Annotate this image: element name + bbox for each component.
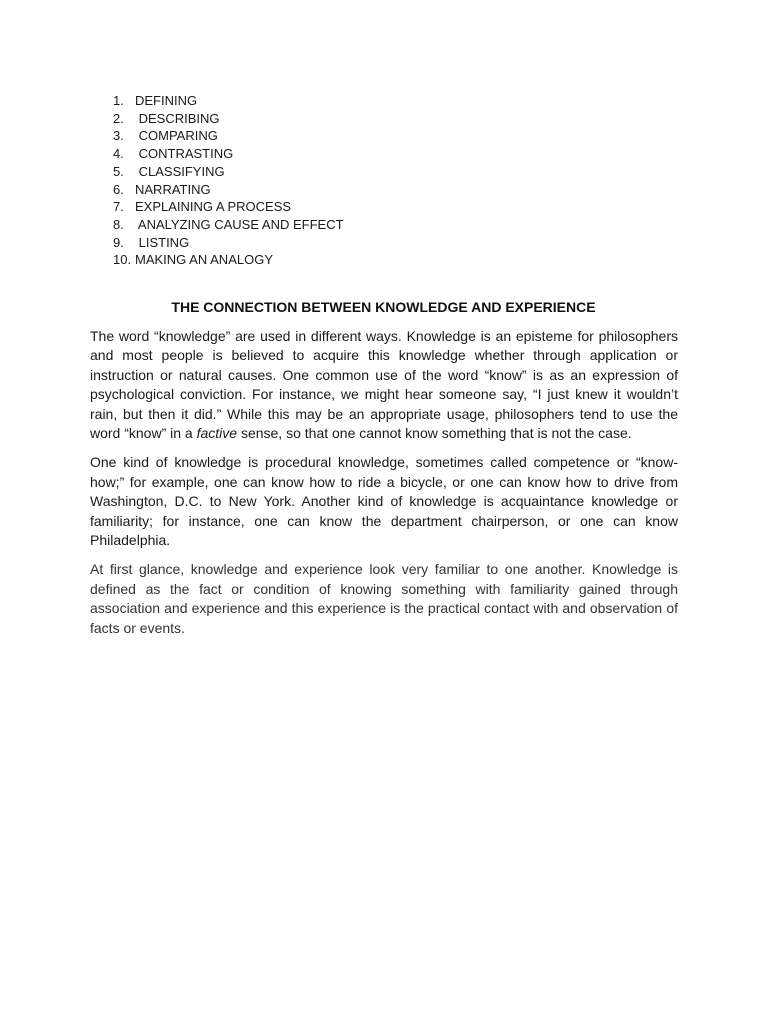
list-item (113, 145, 344, 163)
list-item-number: 10. (113, 252, 132, 268)
list-item (113, 181, 344, 199)
list-item-label: COMPARING (135, 128, 218, 144)
body-text (90, 327, 678, 648)
list-item-label: MAKING AN ANALOGY (135, 252, 273, 268)
list-item (113, 216, 344, 234)
list-item (113, 92, 344, 110)
paragraph-knowledge-experience: At first glance, knowledge and experience look very familiar to one another. Knowledge is defined as the fact or condition of knowing something with familiarity gained through association and experience and this experience is the practical contact with and observation of facts or events. (90, 561, 678, 636)
list-item-number: 1. (113, 93, 124, 108)
list-item-label: ANALYZING CAUSE AND EFFECT (135, 216, 344, 232)
list-item-label: DEFINING (135, 93, 198, 108)
list-item-label: NARRATING (135, 181, 211, 197)
list-item-number: 6. (113, 181, 124, 197)
paragraph-procedural-knowledge: One kind of knowledge is procedural knowledge, sometimes called competence or “know-how;” for example, one can know how to ride a bicycle, or one can know how to drive from Washington, D.C. to New York. Another kind of knowledge is acquaintance knowledge or familiarity; for instance, one can know the department chairperson, or one can know Philadelphia. (90, 454, 678, 549)
list-item (113, 110, 344, 128)
paragraph-text: sense, so that one cannot know something that is not the case. (237, 425, 632, 442)
list-item-label: DESCRIBING (135, 110, 220, 126)
list-item-number: 4. (113, 146, 124, 162)
list-item-label: LISTING (135, 234, 190, 250)
list-item-number: 2. (113, 110, 124, 126)
list-item (113, 251, 344, 269)
paragraph-knowledge-usage (90, 327, 678, 443)
section-heading: THE CONNECTION BETWEEN KNOWLEDGE AND EXPERIENCE (171, 299, 596, 315)
list-item-number: 7. (113, 199, 124, 215)
list-item-label: CLASSIFYING (135, 163, 225, 179)
italic-term: factive (196, 425, 238, 442)
list-item (113, 127, 344, 145)
list-item-label: CONTRASTING (135, 146, 234, 162)
list-item (113, 198, 344, 216)
numbered-list (113, 92, 344, 269)
list-item-number: 5. (113, 163, 124, 179)
list-item (113, 234, 344, 252)
list-item-number: 3. (113, 128, 124, 144)
list-item-label: EXPLAINING A PROCESS (135, 199, 292, 215)
list-item-number: 8. (113, 216, 124, 232)
list-item-number: 9. (113, 234, 124, 250)
list-item (113, 163, 344, 181)
paragraph-text: The word “knowledge” are used in different ways. Knowledge is an episteme for philosophers and most people is believed to acquire this knowledge whether through application or instruction or natural causes. One common use of the word “know” is as an expression of psychological conviction. For instance, we might hear someone say, “I just knew it wouldn’t rain, but then it did.” While this may be an appropriate usage, philosophers tend to use the word “know” in a (90, 328, 678, 442)
